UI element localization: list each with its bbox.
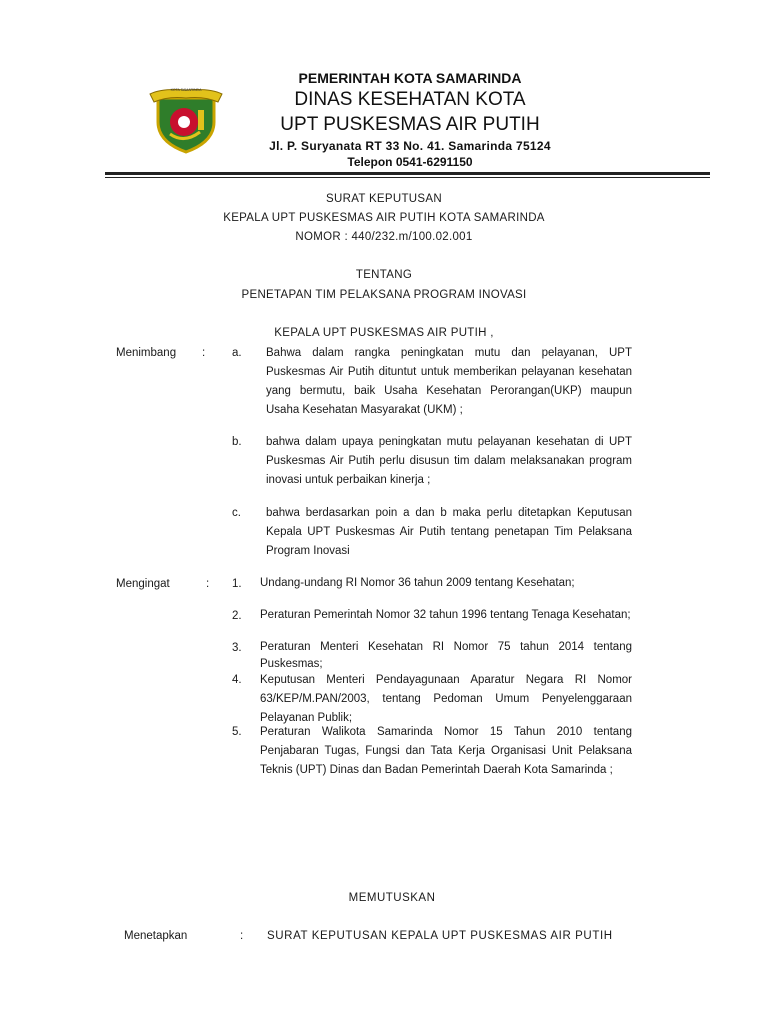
mengingat-number: 4.	[232, 674, 242, 686]
menetapkan-text: SURAT KEPUTUSAN KEPALA UPT PUSKESMAS AIR PUTIH	[267, 930, 613, 942]
letterhead-department: DINAS KESEHATAN KOTA	[294, 89, 526, 110]
menimbang-label: Menimbang	[116, 347, 177, 359]
mengingat-number: 5.	[232, 726, 242, 738]
menimbang-item: bahwa dalam upaya peningkatan mutu pelayanan kesehatan di UPT Puskesmas Air Putih perlu disusun tim dalam melaksanakan program inovasi untuk perbaikan kinerja ;	[266, 436, 632, 486]
menimbang-colon: :	[202, 347, 206, 359]
menimbang-item: bahwa berdasarkan poin a dan b maka perlu ditetapkan Keputusan Kepala UPT Puskesmas Air Putih tentang penetapan Tim Pelaksana Program Inovasi	[266, 507, 632, 557]
letterhead-divider-thick	[105, 172, 710, 175]
mengingat-item: Keputusan Menteri Pendayagunaan Aparatur Negara RI Nomor 63/KEP/M.PAN/2003, tentang Pedoman Umum Penyelenggaraan Pelayanan Publik;	[260, 674, 632, 724]
letterhead-divider-thin	[105, 177, 710, 178]
doc-issuer: KEPALA UPT PUSKESMAS AIR PUTIH KOTA SAMARINDA	[223, 212, 545, 224]
letterhead-unit: UPT PUSKESMAS AIR PUTIH	[280, 114, 540, 135]
logo-banner-text: KOTA SAMARINDA	[170, 88, 202, 92]
menimbang-letter: a.	[232, 347, 242, 359]
menimbang-letter: b.	[232, 436, 242, 448]
mengingat-item: Undang-undang RI Nomor 36 tahun 2009 tentang Kesehatan;	[260, 577, 575, 589]
menimbang-item: Bahwa dalam rangka peningkatan mutu dan pelayanan, UPT Puskesmas Air Putih dituntut untuk memberikan pelayanan kesehatan yang bermutu, baik Usaha Kesehatan Perorangan(UKP) maupun Usaha Kesehatan Masyarakat (UKM) ;	[266, 347, 632, 416]
doc-type: SURAT KEPUTUSAN	[326, 193, 442, 205]
doc-number: NOMOR : 440/232.m/100.02.001	[295, 231, 473, 243]
mengingat-item: Peraturan Pemerintah Nomor 32 tahun 1996 tentang Tenaga Kesehatan;	[260, 609, 631, 621]
mengingat-colon: :	[206, 578, 210, 590]
doc-head: KEPALA UPT PUSKESMAS AIR PUTIH ,	[274, 327, 494, 339]
mengingat-item: Peraturan Walikota Samarinda Nomor 15 Tahun 2010 tentang Penjabaran Tugas, Fungsi dan Tata Kerja Organisasi Unit Pelaksana Teknis (UPT) Dinas dan Badan Pemerintah Daerah Kota Samarinda ;	[260, 726, 632, 776]
memutuskan-heading: MEMUTUSKAN	[348, 892, 436, 904]
mengingat-number: 2.	[232, 610, 242, 622]
menetapkan-colon: :	[240, 930, 244, 942]
letterhead-address: Jl. P. Suryanata RT 33 No. 41. Samarinda 75124	[269, 139, 551, 153]
mengingat-number: 3.	[232, 642, 242, 654]
letterhead-phone: Telepon 0541-6291150	[347, 155, 473, 169]
doc-about: TENTANG	[355, 269, 413, 281]
mengingat-item: Peraturan Menteri Kesehatan RI Nomor 75 tahun 2014 tentang Puskesmas;	[260, 641, 632, 670]
menetapkan-label: Menetapkan	[124, 930, 188, 942]
doc-subject: PENETAPAN TIM PELAKSANA PROGRAM INOVASI	[241, 289, 527, 301]
menimbang-letter: c.	[232, 507, 241, 519]
letterhead-government: PEMERINTAH KOTA SAMARINDA	[298, 70, 522, 86]
mengingat-number: 1.	[232, 578, 242, 590]
mengingat-label: Mengingat	[116, 578, 170, 590]
